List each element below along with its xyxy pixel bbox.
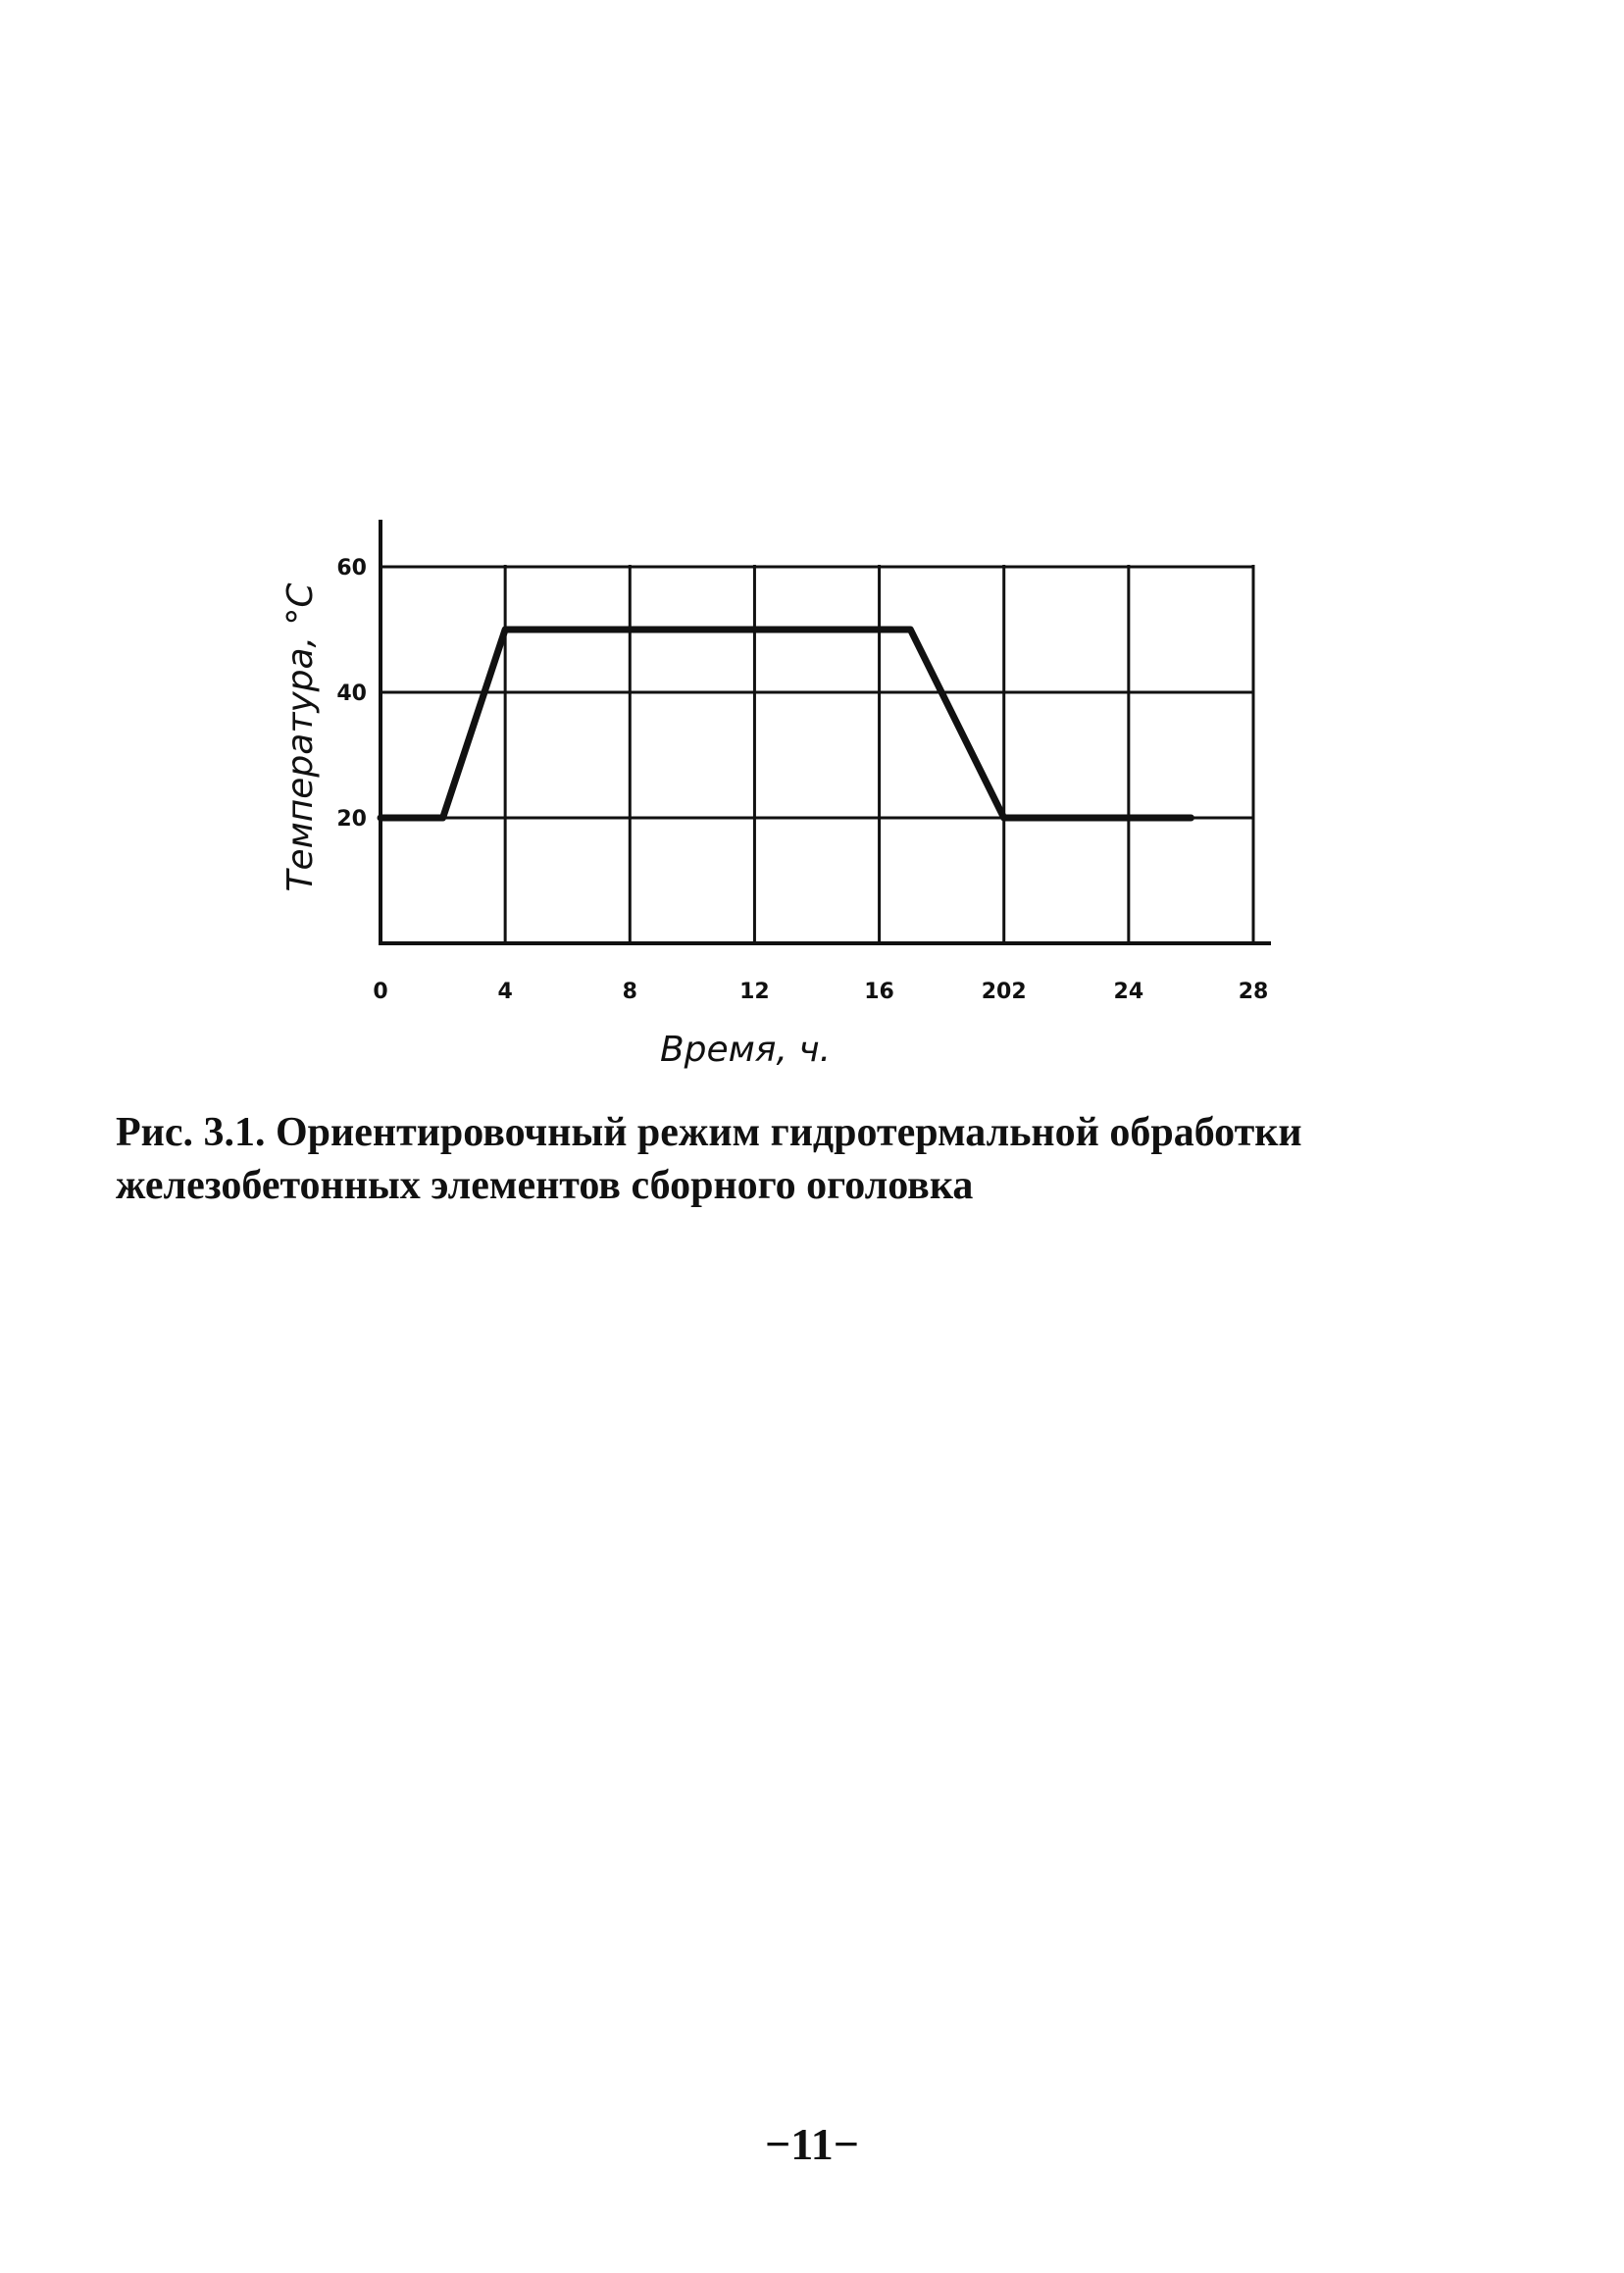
temperature-chart <box>0 0 1624 1098</box>
caption-line-1: Рис. 3.1. Ориентировочный режим гидротермальной обработки <box>116 1110 1302 1155</box>
x-tick-label-8: 8 <box>622 980 637 1004</box>
x-axis-label: Время, ч. <box>659 1030 832 1070</box>
y-tick-label-60: 60 <box>336 556 367 581</box>
chart-axes <box>379 520 1271 945</box>
figure-caption <box>116 1106 1528 1212</box>
x-tick-label-24: 24 <box>1113 980 1144 1004</box>
y-axis-label: Температура, °С <box>280 582 321 892</box>
x-tick-label-16: 16 <box>864 980 894 1004</box>
y-tick-label-20: 20 <box>336 807 367 832</box>
series-line-0 <box>381 630 1191 818</box>
page-number: −11− <box>765 2119 859 2169</box>
y-tick-label-40: 40 <box>336 682 367 706</box>
x-tick-label-0: 0 <box>373 980 388 1004</box>
x-tick-label-28: 28 <box>1238 980 1269 1004</box>
caption-line-2: железобетонных элементов сборного оголовка <box>116 1163 974 1208</box>
x-tick-label-4: 4 <box>497 980 513 1004</box>
x-tick-label-202: 202 <box>981 980 1027 1004</box>
chart-series <box>381 630 1191 818</box>
chart-grid <box>381 565 1253 943</box>
x-tick-label-12: 12 <box>739 980 770 1004</box>
